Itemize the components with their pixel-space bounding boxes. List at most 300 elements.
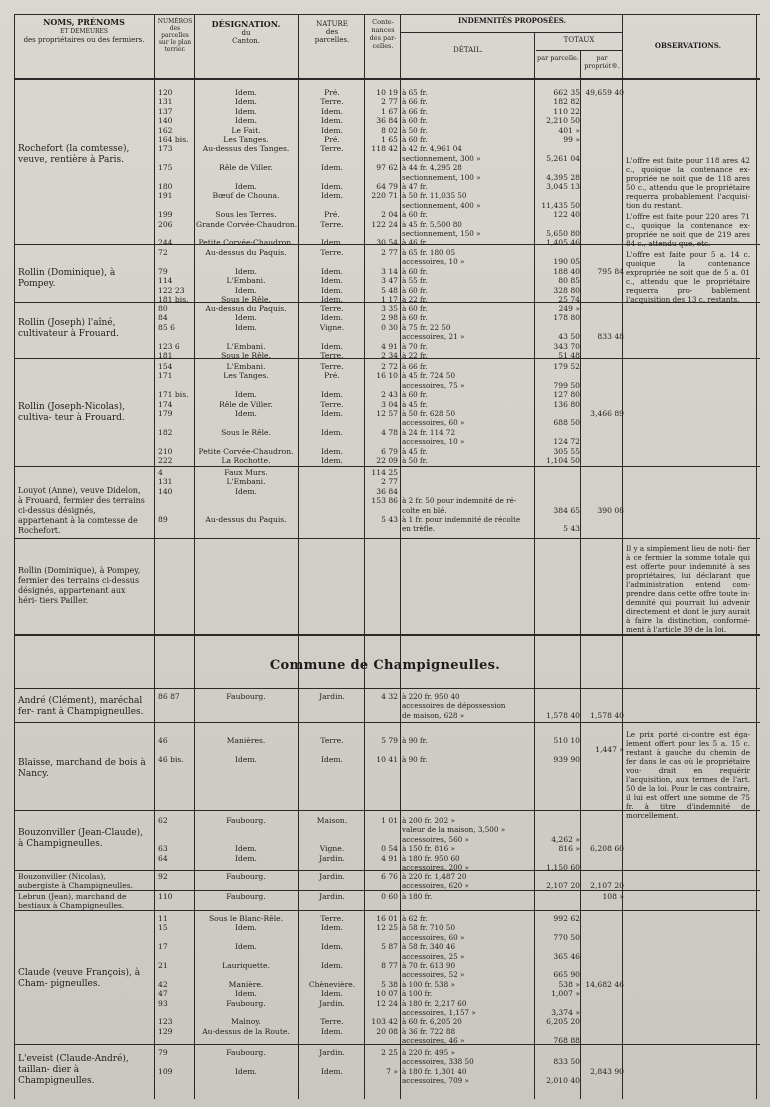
- cell-total-parcelle: 305 55: [553, 446, 580, 456]
- cell-canton: Sous le Rêle.: [221, 351, 271, 360]
- cell-contenance: 20 08: [376, 1026, 398, 1036]
- cell-total-parcelle: 992 62: [553, 914, 580, 923]
- cell-parcel-number: 109: [158, 1066, 173, 1076]
- header-desig-line3: Canton.: [232, 37, 260, 45]
- cell-contenance: 2 43: [381, 390, 398, 400]
- cell-detail: accessoires de dépossession: [402, 701, 506, 711]
- cell-total-parcelle: 99 »: [563, 135, 580, 144]
- cell-total-parcelle: 768 88: [553, 1036, 580, 1046]
- cell-total-proprietaire: 795 84: [597, 266, 624, 276]
- cell-canton: Faubourg.: [226, 892, 266, 901]
- cell-nature: Idem.: [321, 313, 343, 323]
- cell-nature: Idem.: [321, 341, 343, 351]
- cell-nature: Idem.: [321, 942, 343, 952]
- cell-parcel-number: 122 23: [158, 285, 185, 295]
- cell-detail: à 60 fr.: [402, 285, 428, 295]
- cell-canton: Grande Corvée-Chaudron.: [196, 219, 298, 229]
- cell-detail: accessoires, 21 »: [402, 332, 465, 342]
- cell-detail: à 22 fr.: [402, 351, 428, 360]
- header-owner-line3: des propriétaires ou des fermiers.: [23, 36, 145, 44]
- cell-contenance: 5 43: [381, 515, 398, 524]
- cell-canton: Idem.: [235, 88, 257, 97]
- cell-detail: à 24 fr. 114 72: [402, 427, 456, 437]
- header-nature-line3: parcelles.: [314, 36, 350, 44]
- cell-parcel-number: 120: [158, 88, 173, 97]
- cell-parcel-number: 64: [158, 853, 168, 863]
- cell-contenance: 2 77: [381, 97, 398, 107]
- cell-parcel-number: 4: [158, 468, 163, 477]
- cell-contenance: 30 54: [376, 238, 398, 248]
- cell-contenance: 2 34: [381, 351, 398, 360]
- cell-nature: Idem.: [321, 182, 343, 191]
- cell-detail: accessoires, 60 »: [402, 932, 465, 942]
- cell-parcel-number: 79: [158, 266, 168, 276]
- header-detail: DÉTAIL.: [453, 46, 483, 54]
- cell-contenance: 5 48: [381, 285, 398, 295]
- cell-contenance: 4 78: [381, 427, 398, 437]
- cell-total-parcelle: 5,650 80: [546, 229, 580, 238]
- cell-contenance: 0 30: [381, 322, 398, 332]
- cell-detail: accessoires, 709 »: [402, 1076, 469, 1086]
- cell-parcel-number: 72: [158, 248, 168, 257]
- cell-canton: Rêle de Viller.: [219, 399, 273, 409]
- cell-parcel-number: 63: [158, 844, 168, 854]
- cell-total-proprietaire: 2,843 90: [590, 1066, 624, 1076]
- cell-canton: Bœuf de Chouna.: [212, 191, 280, 201]
- cell-total-parcelle: 343 70: [553, 341, 580, 351]
- cell-total-parcelle: 2,107 20: [546, 881, 580, 891]
- cell-total-parcelle: 51 48: [558, 351, 580, 360]
- header-owner: [16, 18, 152, 44]
- cell-total-parcelle: 5,261 04: [546, 153, 580, 163]
- cell-total-parcelle: 328 80: [553, 285, 580, 295]
- cell-detail: à 62 fr.: [402, 914, 428, 923]
- cell-detail: accessoires, 46 »: [402, 1036, 465, 1046]
- cell-parcel-number: 123 6: [158, 341, 180, 351]
- cell-detail: à 46 fr.: [402, 238, 428, 248]
- cell-parcel-number: 181 bis.: [158, 295, 189, 304]
- cell-contenance: 3 35: [381, 304, 398, 313]
- header-desig-line2: du: [241, 29, 251, 37]
- cell-canton: Au-dessus de la Route.: [202, 1026, 290, 1036]
- owner-rochefort: Rochefort (la comtesse), veuve, rentière à Paris.: [18, 144, 130, 165]
- cell-canton: Idem.: [235, 390, 257, 400]
- cell-contenance: 1 65: [381, 135, 398, 144]
- cell-nature: Terre.: [320, 914, 344, 923]
- cell-parcel-number: 84: [158, 313, 168, 323]
- cell-canton: Les Tanges.: [223, 371, 269, 381]
- cell-total-parcelle: 538 »: [558, 979, 580, 989]
- cell-canton: Lauriquette.: [222, 961, 270, 970]
- cell-total-proprietaire: 390 08: [597, 505, 624, 515]
- cell-contenance: 64 79: [376, 182, 398, 191]
- cell-nature: Idem.: [321, 427, 343, 437]
- cell-nature: Idem.: [321, 295, 343, 304]
- cell-canton: Sous le Rêle.: [221, 295, 271, 304]
- cell-parcel-number: 62: [158, 816, 168, 825]
- cell-total-proprietaire: 108 »: [602, 892, 624, 901]
- cell-canton: Petite Corvée-Chaudron.: [198, 446, 294, 456]
- cell-detail: à 100 fr. 538 »: [402, 979, 455, 989]
- cell-canton: Idem.: [235, 409, 257, 418]
- cell-contenance: 16 10: [376, 371, 398, 381]
- cell-nature: Idem.: [321, 754, 343, 764]
- cell-parcel-number: 15: [158, 923, 168, 933]
- owner-andre: André (Clément), maréchal fer- rant à Champigneulles.: [18, 696, 144, 717]
- cell-detail: à 70 fr.: [402, 341, 428, 351]
- cell-parcel-number: 175: [158, 163, 173, 173]
- cell-parcel-number: 131: [158, 97, 173, 107]
- cell-total-parcelle: 179 52: [553, 362, 580, 371]
- cell-parcel-number: 85 6: [158, 322, 175, 332]
- cell-contenance: 97 62: [376, 163, 398, 173]
- cell-total-parcelle: 25 74: [558, 295, 580, 304]
- cell-canton: L'Embani.: [226, 362, 266, 371]
- cell-parcel-number: 244: [158, 238, 173, 248]
- cell-detail: accessoires, 338 50: [402, 1057, 474, 1067]
- cell-detail: accessoires, 25 »: [402, 951, 465, 961]
- cell-total-parcelle: 2,210 50: [546, 116, 580, 126]
- cell-contenance: 12 57: [376, 409, 398, 418]
- cell-nature: Idem.: [321, 1026, 343, 1036]
- cell-detail: accessoires, 10 »: [402, 437, 465, 447]
- cell-detail: à 2 fr. 50 pour indemnité de ré-: [402, 496, 517, 506]
- cell-parcel-number: 210: [158, 446, 173, 456]
- cell-canton: L'Embani.: [226, 477, 266, 487]
- cell-canton: L'Embani.: [226, 276, 266, 286]
- cell-total-parcelle: 1,150 60: [546, 863, 580, 872]
- cell-detail: en trèfle.: [402, 524, 436, 534]
- cell-nature: Idem.: [321, 409, 343, 418]
- cell-nature: Idem.: [321, 961, 343, 970]
- cell-detail: à 42 fr. 4,961 04: [402, 144, 462, 154]
- cell-canton: Sous le Rêle.: [221, 427, 271, 437]
- cell-contenance: 1 67: [381, 106, 398, 116]
- cell-detail: à 60 fr.: [402, 116, 428, 126]
- cell-contenance: 36 84: [376, 116, 398, 126]
- cell-parcel-number: 179: [158, 409, 173, 418]
- cell-nature: Idem.: [321, 285, 343, 295]
- cell-parcel-number: 46 bis.: [158, 754, 184, 764]
- cell-parcel-number: 114: [158, 276, 173, 286]
- cell-contenance: 2 04: [381, 210, 398, 220]
- cell-nature: Terre.: [320, 736, 344, 745]
- cell-nature: Idem.: [321, 116, 343, 126]
- header-par-proprio: par propriét®.: [584, 54, 620, 70]
- cell-nature: Terre.: [320, 362, 344, 371]
- cell-nature: Pré.: [324, 135, 340, 144]
- cell-contenance: 122 24: [371, 219, 398, 229]
- cell-canton: Idem.: [235, 313, 257, 323]
- cell-total-parcelle: 665 90: [553, 970, 580, 980]
- cell-contenance: 220 71: [371, 191, 398, 201]
- cell-nature: Terre.: [320, 399, 344, 409]
- cell-detail: à 150 fr. 816 »: [402, 844, 455, 854]
- cell-canton: Idem.: [235, 182, 257, 191]
- cell-total-parcelle: 178 80: [553, 313, 580, 323]
- cell-contenance: 5 38: [381, 979, 398, 989]
- cell-parcel-number: 173: [158, 144, 173, 154]
- cell-canton: Malnoy.: [231, 1017, 261, 1027]
- cell-total-parcelle: 3,374 »: [551, 1008, 580, 1017]
- cell-detail: sectionnement, 100 »: [402, 172, 481, 182]
- cell-detail: accessoires, 1,157 »: [402, 1008, 476, 1017]
- cell-canton: Idem.: [235, 116, 257, 126]
- cell-total-proprietaire: 14,682 46: [585, 979, 624, 989]
- cell-nature: Idem.: [321, 1066, 343, 1076]
- cell-nature: Jardin.: [319, 892, 345, 901]
- cell-detail: à 66 fr.: [402, 106, 428, 116]
- cell-parcel-number: 86 87: [158, 692, 180, 701]
- cell-total-parcelle: 188 40: [553, 266, 580, 276]
- cell-detail: à 180 fr.: [402, 892, 433, 901]
- cell-parcel-number: 123: [158, 1017, 173, 1027]
- cell-canton: Manières.: [226, 736, 266, 745]
- header-indemnites: INDEMNITÉS PROPOSÉES.: [457, 16, 567, 25]
- cell-contenance: 22 09: [376, 456, 398, 465]
- cell-detail: à 60 fr.: [402, 266, 428, 276]
- owner-lebrun: Lebrun (Jean), marchand de bestiaux à Champigneulles.: [18, 892, 127, 910]
- cell-total-parcelle: 43 50: [558, 332, 580, 342]
- cell-detail: sectionnement, 300 »: [402, 153, 481, 163]
- cell-parcel-number: 21: [158, 961, 168, 970]
- cell-parcel-number: 174: [158, 399, 173, 409]
- cell-detail: à 44 fr. 4,295 28: [402, 163, 462, 173]
- cell-detail: à 50 fr. 628 50: [402, 409, 456, 418]
- cell-detail: à 50 fr. 11,035 50: [402, 191, 467, 201]
- cell-contenance: 6 79: [381, 446, 398, 456]
- cell-contenance: 2 77: [381, 248, 398, 257]
- cell-contenance: 4 91: [381, 853, 398, 863]
- cell-canton: Faubourg.: [226, 872, 266, 881]
- cell-contenance: 0 60: [381, 892, 398, 901]
- cell-detail: à 70 fr. 613 90: [402, 961, 456, 970]
- cell-detail: à 1 fr. pour indemnité de récolte: [402, 515, 521, 524]
- cell-contenance: 0 54: [381, 844, 398, 854]
- cell-nature: Jardin.: [319, 1048, 345, 1057]
- owner-bouzonviller-nicolas: Bouzonviller (Nicolas), aubergiste à Champigneulles.: [18, 872, 134, 890]
- cell-detail: à 50 fr.: [402, 456, 428, 465]
- cell-parcel-number: 89: [158, 515, 168, 524]
- cell-parcel-number: 222: [158, 456, 173, 465]
- cell-total-parcelle: 1,578 40: [546, 710, 580, 720]
- cell-nature: Idem.: [321, 456, 343, 465]
- cell-total-parcelle: 4,395 28: [546, 172, 580, 182]
- cell-detail: à 180 fr. 2,217 60: [402, 998, 467, 1008]
- cell-canton: Faubourg.: [226, 998, 266, 1008]
- cell-total-parcelle: 136 80: [553, 399, 580, 409]
- cell-nature: Vigne.: [319, 844, 345, 854]
- cell-nature: Idem.: [321, 163, 343, 173]
- cell-canton: Faubourg.: [226, 692, 266, 701]
- owner-claude: Claude (veuve François), à Cham- pigneulles.: [18, 968, 141, 989]
- cell-total-parcelle: 816 »: [558, 844, 580, 854]
- cell-contenance: 3 04: [381, 399, 398, 409]
- cell-contenance: 114 25: [371, 468, 398, 477]
- cell-detail: à 220 fr. 950 40: [402, 692, 460, 701]
- cell-detail: à 100 fr.: [402, 989, 433, 999]
- cell-parcel-number: 171 bis.: [158, 390, 189, 400]
- cell-canton: Idem.: [235, 844, 257, 854]
- header-desig-line1: DÉSIGNATION.: [211, 19, 281, 29]
- cell-nature: Idem.: [321, 106, 343, 116]
- cell-parcel-number: 42: [158, 979, 168, 989]
- owner-rollin-dominique-fermier: Rollin (Dominique), à Pompey, fermier des terrains ci-dessus désignés, appartenant aux héri- tiers Pailler.: [18, 566, 141, 605]
- cell-nature: Terre.: [320, 219, 344, 229]
- cell-nature: Idem.: [321, 923, 343, 933]
- header-parcel: NUMÉROS des parcelles sur le plan terrier.: [157, 18, 193, 53]
- cell-canton: Faubourg.: [226, 1048, 266, 1057]
- cell-detail: à 180 fr. 1,301 40: [402, 1066, 467, 1076]
- cell-total-parcelle: 510 10: [553, 736, 580, 745]
- cell-contenance: 2 77: [381, 477, 398, 487]
- cell-detail: à 36 fr. 722 88: [402, 1026, 456, 1036]
- cell-contenance: 2 25: [381, 1048, 398, 1057]
- owner-rollin-dominique: Rollin (Dominique), à Pompey.: [18, 268, 116, 289]
- owner-bouzonviller-jean-claude: Bouzonviller (Jean-Claude), à Champigneulles.: [18, 828, 144, 849]
- cell-canton: Idem.: [235, 942, 257, 952]
- cell-nature: Jardin.: [319, 692, 345, 701]
- cell-detail: à 60 fr.: [402, 210, 428, 220]
- cell-total-proprietaire: 3,466 89: [590, 409, 624, 418]
- cell-parcel-number: 93: [158, 998, 168, 1008]
- cell-total-proprietaire: 1,447 »: [595, 745, 624, 755]
- cell-canton: Idem.: [235, 853, 257, 863]
- observation-4: Il y a simplement lieu de noti- fier à ce fermier la somme totale qui est offerte pour indemnité à ses propriétaires, lui déclarant que l'administration entend com- prendre dans cette offre toute in- demnité qui pourrait lui advenir directement et dont le jury aurait à faire la distinction, conformé- ment à l'article 39 de la loi.: [626, 544, 750, 634]
- cell-total-parcelle: 1,405 46: [546, 238, 580, 248]
- cell-detail: à 60 fr.: [402, 313, 428, 323]
- owner-blaisse: Blaisse, marchand de bois à Nancy.: [18, 758, 146, 779]
- cell-contenance: 6 76: [381, 872, 398, 881]
- cell-canton: Le Fait.: [231, 125, 261, 135]
- owner-rollin-joseph: Rollin (Joseph) l'aîné, cultivateur à Frouard.: [18, 318, 119, 339]
- cell-parcel-number: 182: [158, 427, 173, 437]
- cell-detail: à 45 fr.: [402, 446, 428, 456]
- cell-canton: Au-dessus du Paquis.: [205, 304, 287, 313]
- cell-detail: à 66 fr.: [402, 97, 428, 107]
- commune-heading: Commune de Champigneulles.: [269, 658, 501, 673]
- cell-parcel-number: 199: [158, 210, 173, 220]
- cell-total-parcelle: 799 50: [553, 380, 580, 390]
- cell-total-parcelle: 365 46: [553, 951, 580, 961]
- cell-total-parcelle: 1,104 50: [546, 456, 580, 465]
- cell-nature: Idem.: [321, 446, 343, 456]
- cell-detail: à 60 fr.: [402, 304, 428, 313]
- cell-canton: Au-dessus du Paquis.: [205, 248, 287, 257]
- header-nature-line1: NATURE: [316, 20, 348, 28]
- cell-detail: à 90 fr.: [402, 736, 428, 745]
- observation-1: L'offre est faite pour 118 ares 42 c., quoique la contenance ex- propriée ne soit que de 118 ares 50 c., attendu que le propriétaire requerra probablement l'acquisi- tion du restant.: [626, 156, 750, 210]
- cell-contenance: 1 01: [381, 816, 398, 825]
- cell-detail: sectionnement, 400 »: [402, 200, 481, 210]
- cell-contenance: 4 91: [381, 341, 398, 351]
- cell-parcel-number: 137: [158, 106, 173, 116]
- owner-leveist: L'eveist (Claude-André), taillan- dier à Champigneulles.: [18, 1054, 129, 1086]
- cell-detail: à 58 fr. 710 50: [402, 923, 456, 933]
- cell-canton: Idem.: [235, 1066, 257, 1076]
- cell-contenance: 16 01: [376, 914, 398, 923]
- cell-nature: Terre.: [320, 351, 344, 360]
- cell-total-proprietaire: 49,659 40: [585, 88, 624, 97]
- cell-parcel-number: 129: [158, 1026, 173, 1036]
- cell-detail: à 200 fr. 202 »: [402, 816, 455, 825]
- header-nature-line2: des: [325, 28, 339, 36]
- cell-total-parcelle: 384 65: [553, 505, 580, 515]
- cell-total-parcelle: 662 35: [553, 88, 580, 97]
- cell-detail: à 90 fr.: [402, 754, 428, 764]
- cell-canton: Faux Murs.: [224, 468, 268, 477]
- cell-contenance: 10 07: [376, 989, 398, 999]
- cell-canton: Idem.: [235, 322, 257, 332]
- cell-nature: Idem.: [321, 125, 343, 135]
- cell-detail: à 60 fr.: [402, 135, 428, 144]
- cell-contenance: 103 42: [371, 1017, 398, 1027]
- header-owner-line2: ET DEMEURES: [59, 28, 109, 35]
- cell-detail: à 55 fr.: [402, 276, 428, 286]
- cell-contenance: 8 77: [381, 961, 398, 970]
- cell-total-parcelle: 770 50: [553, 932, 580, 942]
- cell-parcel-number: 140: [158, 486, 173, 496]
- cell-nature: Idem.: [321, 266, 343, 276]
- cell-canton: Idem.: [235, 486, 257, 496]
- cell-contenance: 7 »: [386, 1066, 398, 1076]
- cell-canton: L'Embani.: [226, 341, 266, 351]
- cell-contenance: 1 17: [381, 295, 398, 304]
- cell-parcel-number: 17: [158, 942, 168, 952]
- cell-total-proprietaire: 1,578 40: [590, 710, 624, 720]
- cell-detail: accessoires, 10 »: [402, 257, 465, 267]
- cell-detail: à 65 fr.: [402, 88, 428, 97]
- cell-parcel-number: 92: [158, 872, 168, 881]
- cell-detail: accessoires, 200 »: [402, 863, 469, 872]
- cell-nature: Chènevière.: [308, 979, 356, 989]
- cell-detail: accessoires, 620 »: [402, 881, 469, 891]
- cell-detail: à 180 fr. 950 60: [402, 853, 460, 863]
- cell-parcel-number: 206: [158, 219, 173, 229]
- header-nature: [300, 20, 364, 44]
- observation-3: L'offre est faite pour 5 a. 14 c. quoique la contenance expropriée ne soit que de 5 a. 01 c., attendu que le propriétaire requerra pro- bablement l'acquisition des 13 c. restants.: [626, 250, 750, 304]
- cell-contenance: 3 14: [381, 266, 398, 276]
- cell-parcel-number: 191: [158, 191, 173, 201]
- cell-detail: accessoires, 75 »: [402, 380, 465, 390]
- cell-contenance: 153 86: [371, 496, 398, 506]
- header-totaux: TOTAUX: [563, 36, 595, 44]
- cell-canton: Idem.: [235, 106, 257, 116]
- owner-louyot: Louyot (Anne), veuve Didelon, à Frouard, fermier des terrains ci-dessus désignés, appartenant à la comtesse de Rochefort.: [18, 486, 145, 535]
- cell-total-proprietaire: 833 48: [597, 332, 624, 342]
- cell-contenance: 3 47: [381, 276, 398, 286]
- cell-nature: Idem.: [321, 238, 343, 248]
- cell-canton: Sous les Terres.: [215, 210, 277, 220]
- cell-detail: valeur de la maison, 3,500 »: [402, 825, 506, 835]
- cell-canton: Les Tanges.: [223, 135, 269, 144]
- cell-total-parcelle: 1,007 »: [551, 989, 580, 999]
- header-par-parcelle: par parcelle.: [537, 54, 579, 62]
- cell-parcel-number: 11: [158, 914, 168, 923]
- cell-detail: à 45 fr.: [402, 399, 428, 409]
- cell-detail: à 66 fr.: [402, 362, 428, 371]
- cell-canton: Idem.: [235, 989, 257, 999]
- cell-canton: Au-dessus du Paquis.: [205, 515, 287, 524]
- cell-contenance: 36 84: [376, 486, 398, 496]
- cell-parcel-number: 110: [158, 892, 173, 901]
- cell-nature: Terre.: [320, 97, 344, 107]
- cell-detail: à 45 fr. 724 50: [402, 371, 456, 381]
- cell-canton: Idem.: [235, 923, 257, 933]
- owner-rollin-joseph-nicolas: Rollin (Joseph-Nicolas), cultiva- teur à Frouard.: [18, 402, 126, 423]
- cell-total-parcelle: 80 85: [558, 276, 580, 286]
- cell-total-parcelle: 2,010 40: [546, 1076, 580, 1086]
